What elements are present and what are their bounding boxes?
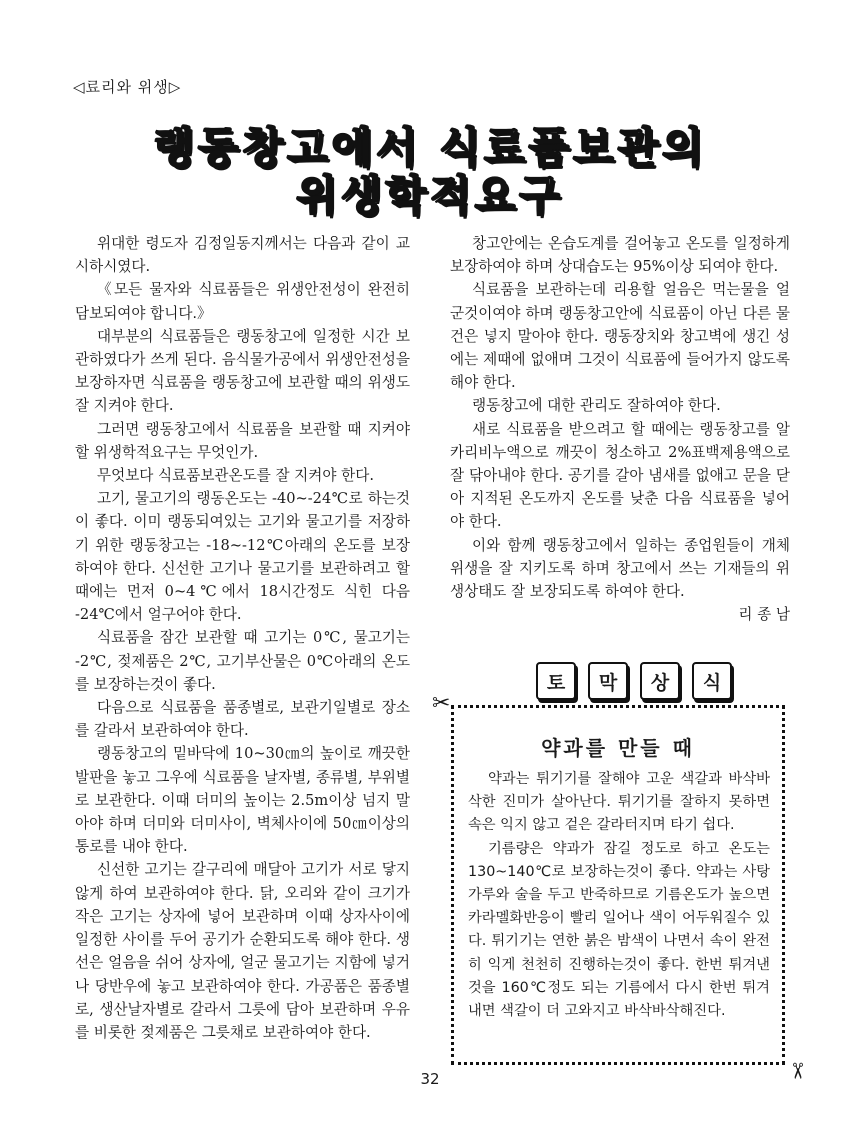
article-title-line1: 랭동창고에서 식료품보관의	[153, 123, 707, 172]
body-paragraph: 새로 식료품을 받으려고 할 때에는 랭동창고를 알카리비누액으로 깨끗이 청소하고 2%표백제용액으로 잘 닦아내야 한다. 공기를 갈아 냄새를 없애고 문을 닫아 지적된 온도까지 온도를 낮춘 다음 식료품을 넣어야 한다.	[450, 420, 790, 531]
body-paragraph: 식료품을 보관하는데 리용할 얼음은 먹는물을 얼군것이여야 하며 랭동창고안에 식료품이 아닌 다른 물건은 넣지 말아야 한다. 랭동장치와 창고벽에 생긴 성에는 제때에 없애며 그것이 식료품에 들어가지 않도록 해야 한다.	[450, 281, 790, 392]
scissors-icon: ✂	[432, 691, 451, 716]
body-paragraph: 대부분의 식료품들은 랭동창고에 일정한 시간 보관하였다가 쓰게 된다. 음식물가공에서 위생안전성을 보장하자면 식료품을 랭동창고에 보관할 때의 위생도 잘 지켜야 한다.	[75, 327, 410, 415]
tip-paragraph: 기름량은 약과가 잠길 정도로 하고 온도는 130~140℃로 보장하는것이 좋다. 약과는 사탕가루와 술을 두고 반죽하므로 기름온도가 높으면 카라멜화반응이 빨리 일어나 색이 어두워질수 있다. 튀기기는 연한 붉은 밤색이 나면서 속이 완전히 익게 천천히 진행하는것이 좋다. 한번 튀겨낸것을 160℃정도 되는 기름에서 다시 한번 튀겨내면 색갈이 더 고와지고 바삭바삭해진다.	[468, 840, 770, 1020]
body-paragraph: 이와 함께 랭동창고에서 일하는 종업원들이 개체위생을 잘 지키도록 하며 창고에서 쓰는 기재들의 위생상태도 잘 보장되도록 하여야 한다.	[450, 536, 790, 601]
quote-paragraph: 《모든 물자와 식료품들은 위생안전성이 완전히 담보되여야 합니다.》	[75, 281, 410, 322]
body-paragraph: 그러면 랭동창고에서 식료품을 보관할 때 지켜야 할 위생학적요구는 무엇인가.	[75, 420, 410, 461]
tip-paragraph: 약과는 튀기기를 잘해야 고운 색갈과 바삭바삭한 진미가 살아난다. 튀기기를 잘하지 못하면 속은 익지 않고 겉은 갈라터지며 타기 쉽다.	[468, 771, 770, 834]
body-paragraph: 다음으로 식료품을 품종별로, 보관기일별로 장소를 갈라서 보관하여야 한다.	[75, 699, 410, 740]
page-number: 32	[420, 1070, 440, 1088]
body-paragraph: 무엇보다 식료품보관온도를 잘 지켜야 한다.	[97, 467, 374, 485]
tomak-sangsik-heading	[536, 662, 732, 700]
body-paragraph: 창고안에는 온습도계를 걸어놓고 온도를 일정하게 보장하여야 하며 상대습도는 95%이상 되여야 한다.	[450, 235, 790, 276]
tip-box-body	[468, 768, 770, 1023]
body-paragraph: 랭동창고의 밑바닥에 10~30㎝의 높이로 깨끗한 발판을 놓고 그우에 식료품을 날자별, 종류별, 부위별로 보관한다. 이때 더미의 높이는 2.5m이상 넘지 말아야 하며 더미와 더미사이, 벽체사이에 50㎝이상의 통로를 내야 한다.	[75, 745, 410, 856]
key-tile: 막	[588, 662, 628, 700]
tip-box-title: 약과를 만들 때	[541, 736, 695, 760]
key-tile: 상	[640, 662, 680, 700]
key-tile: 식	[692, 662, 732, 700]
key-tile: 토	[536, 662, 576, 700]
right-column	[450, 232, 790, 626]
body-paragraph: 랭동창고에 대한 관리도 잘하여야 한다.	[472, 397, 721, 415]
section-label: ◁료리와 위생▷	[73, 78, 182, 96]
intro-paragraph: 위대한 령도자 김정일동지께서는 다음과 같이 교시하시였다.	[75, 235, 410, 276]
body-paragraph: 고기, 물고기의 랭동온도는 -40~-24℃로 하는것이 좋다. 이미 랭동되여있는 고기와 물고기를 저장하기 위한 랭동창고는 -18~-12℃아래의 온도를 보장하여야 한다. 신선한 고기나 물고기를 보관하려고 할 때에는 먼저 0~4℃에서 18시간정도 식힌 다음 -24℃에서 얼구어야 한다.	[75, 490, 410, 624]
body-paragraph: 신선한 고기는 갈구리에 매달아 고기가 서로 닿지 않게 하여 보관하여야 한다. 닭, 오리와 같이 크기가 작은 고기는 상자에 넣어 보관하며 이때 상자사이에 일정한 사이를 두어 공기가 순환되도록 해야 한다. 생선은 얼음을 쉬어 상자에, 얼군 물고기는 지함에 넣거나 당반우에 놓고 보관하여야 한다. 가공품은 품종별로, 생산날자별로 갈라서 그릇에 담아 보관하며 우유를 비롯한 젖제품은 그릇채로 보관하여야 한다.	[75, 861, 410, 1041]
scissors-icon: ✂	[784, 1061, 810, 1081]
article-title-line2: 위생학적요구	[296, 171, 564, 220]
author-name: 리 종 남	[738, 606, 790, 624]
tip-box	[451, 705, 785, 1065]
body-paragraph: 식료품을 잠간 보관할 때 고기는 0℃, 물고기는 -2℃, 젖제품은 2℃, 고기부산물은 0℃아래의 온도를 보장하는것이 좋다.	[75, 629, 410, 693]
left-column	[75, 232, 410, 1044]
